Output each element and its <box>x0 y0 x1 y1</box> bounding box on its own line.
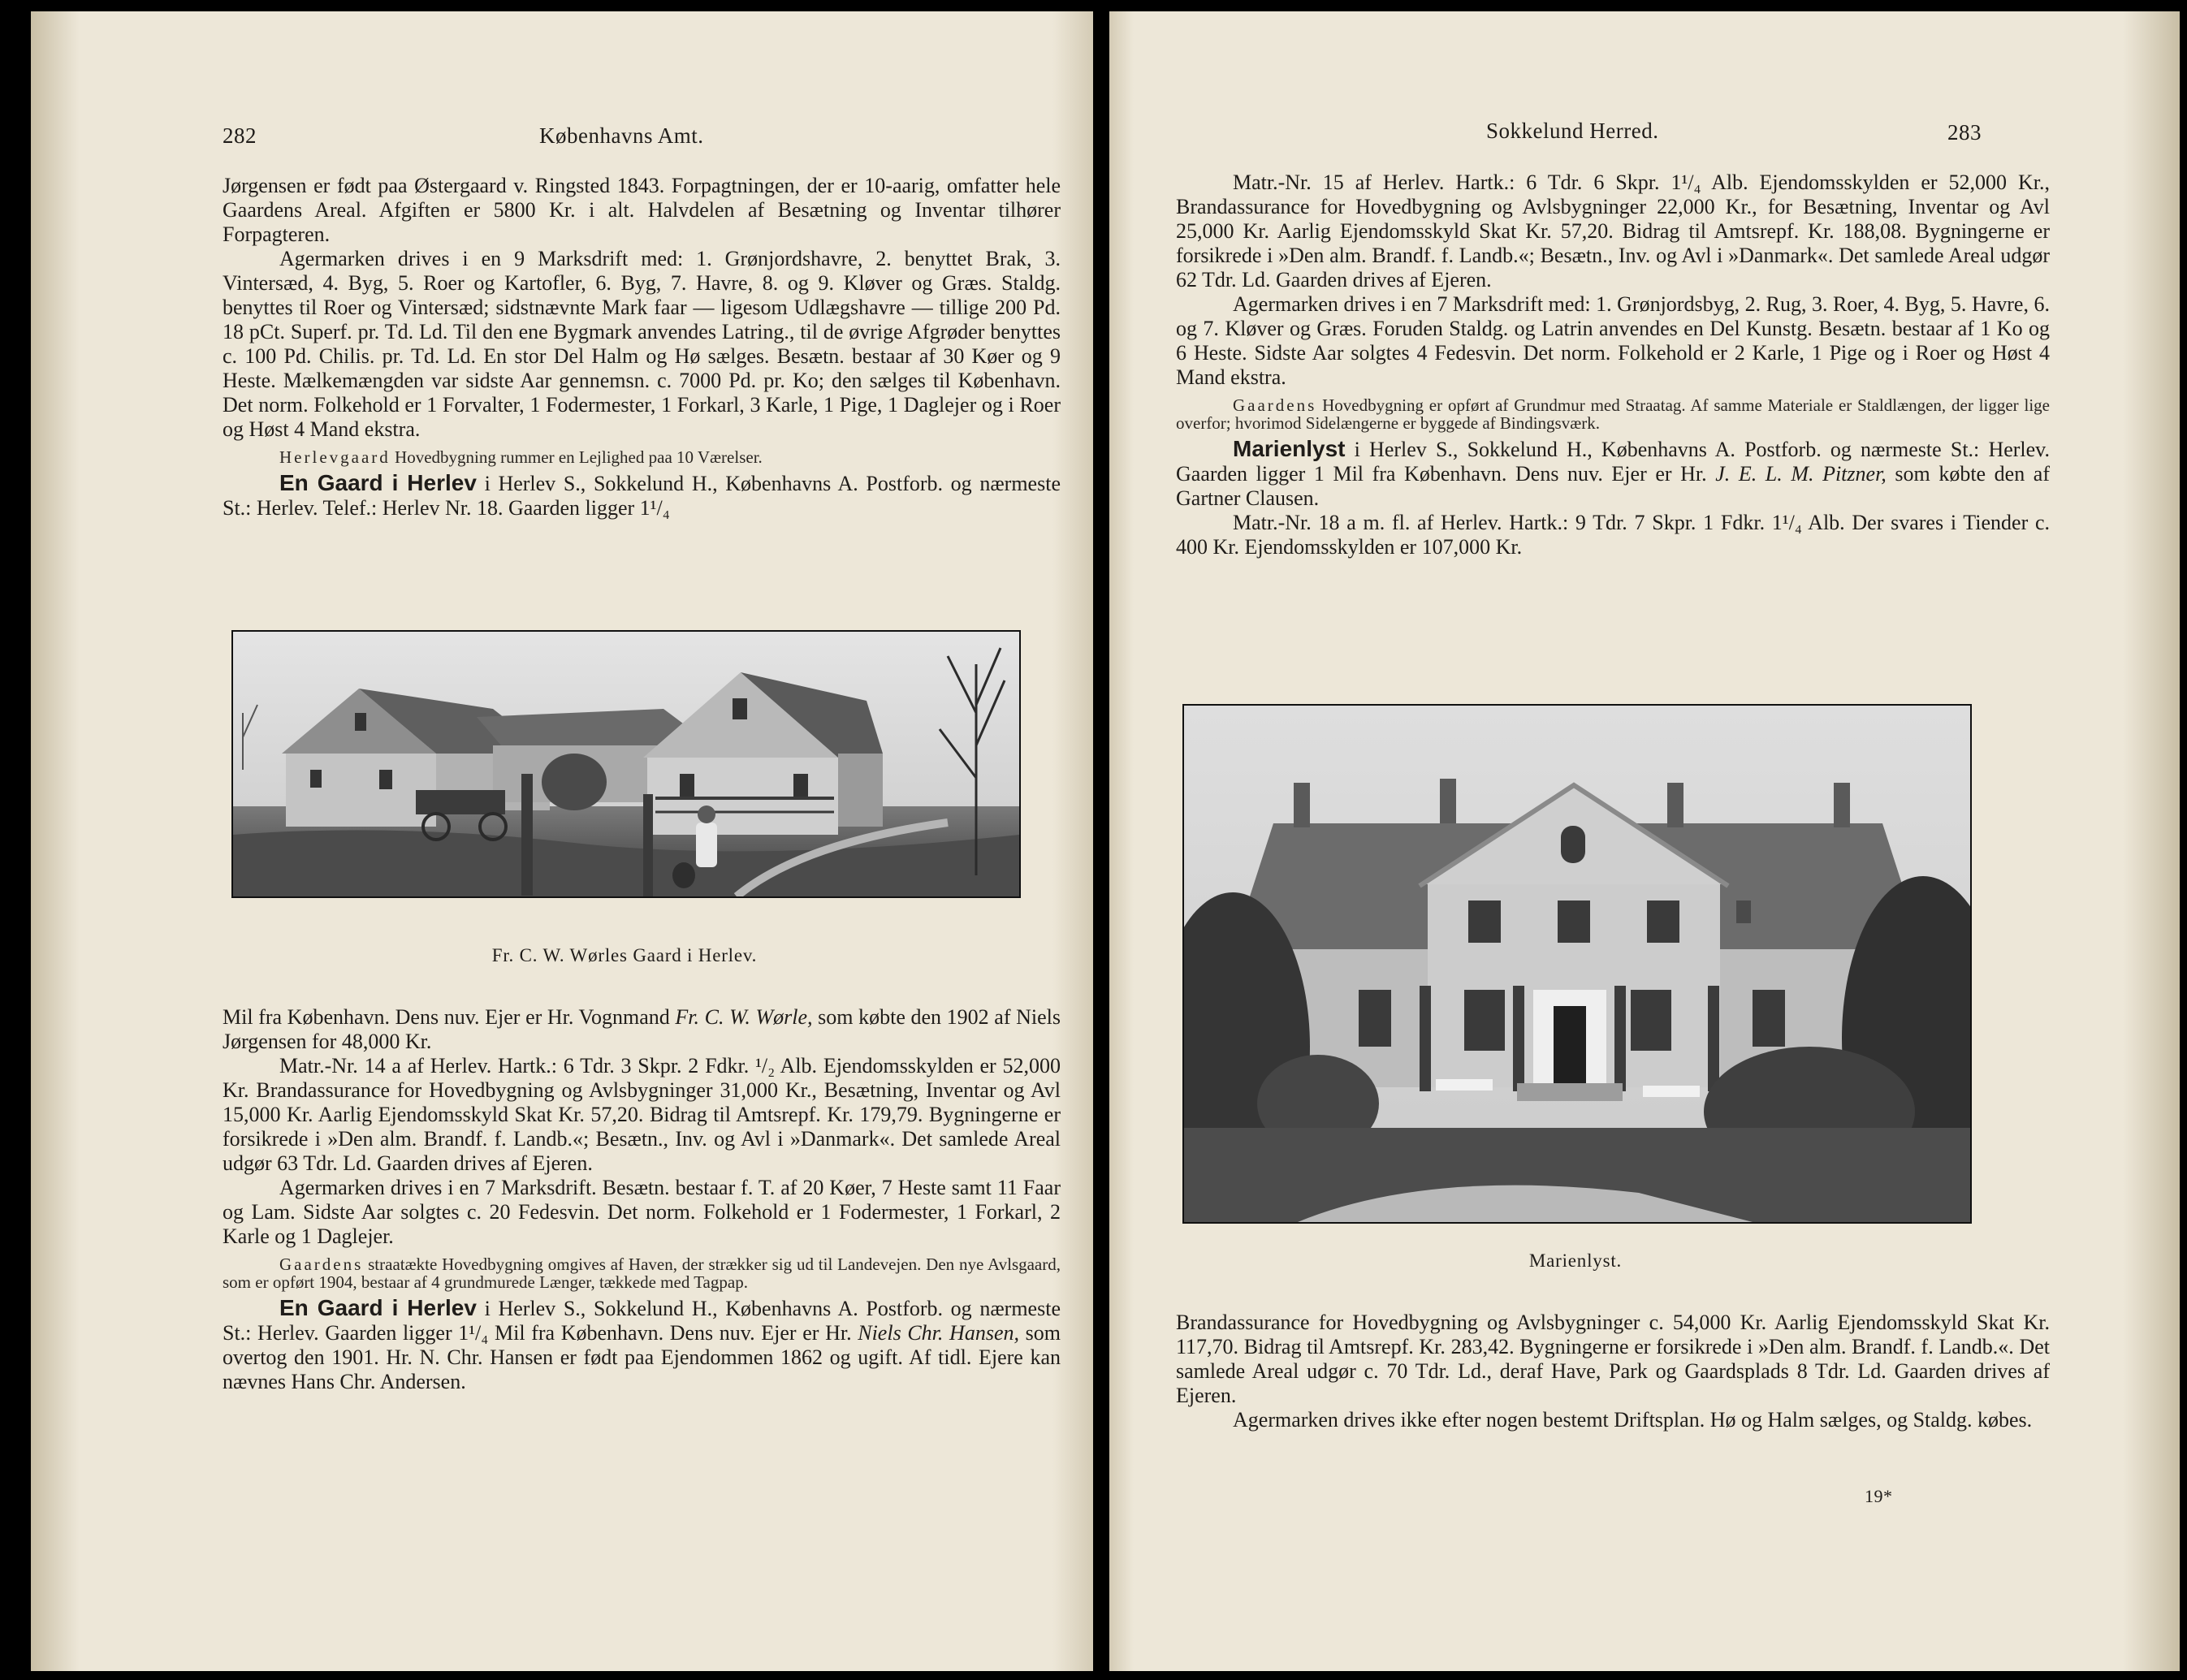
text: i Herlev S., Sokkelund H., Københavns A. Postforb. og nærmeste St.: Herlev. Gaarden ligger 1¹/₄ Mil fra København. Dens nuv. Ejer er Hr. <box>223 1297 1061 1345</box>
text: som købte den af Gartner Clausen. <box>1176 462 2051 510</box>
paragraph: Agermarken drives i en 7 Marksdrift med: 1. Grønjordsbyg, 2. Rug, 3. Roer, 4. Byg, 5. Havre, 6. og 7. Kløver og Græs. Foruden Staldg. og Latrin anvendes en Del Kunstg. Besætn. bestaar af 1 Ko og 6 Heste. Sidste Aar solgtes 4 Fedesvin. Det norm. Folkehold er 2 Karle, 1 Pige og i Roer og Høst 4 Mand ekstra. <box>1176 292 2050 389</box>
text: som købte den 1902 af Niels Jørgensen for 48,000 Kr. <box>223 1005 1061 1053</box>
owner-name: Niels Chr. Hansen, <box>858 1321 1019 1345</box>
note <box>223 1255 1061 1291</box>
text: som overtog den 1901. Hr. N. Chr. Hansen er født paa Ejendommen 1862 og ugift. Af tidl. Ejere kan nævnes Hans Chr. Andersen. <box>223 1321 1061 1393</box>
right-bottom-text <box>1176 1311 2050 1432</box>
note-text: straatækte Hovedbygning omgives af Haven, der strækker sig ud til Landevejen. Den nye Avlsgaard, som er opført 1904, bestaar af 4 grundmurede Længer, tækkede med Tagpap. <box>223 1255 1061 1292</box>
left-top-text <box>223 174 1061 520</box>
note-spaced-word: Herlevgaard <box>279 447 391 467</box>
right-page <box>1109 11 2180 1671</box>
spine-shadow <box>1109 11 1134 1671</box>
left-page <box>31 11 1093 1671</box>
entry-lead: i Herlev S., Sokkelund H., Københavns A. Postforb. og nærmeste St.: Herlev. Telef.: Herlev Nr. 18. Gaarden ligger 1¹/₄ <box>223 472 1061 520</box>
owner-name: J. E. L. M. Pitzner, <box>1715 462 1887 486</box>
signature-mark: 19* <box>1865 1486 1893 1506</box>
note <box>1176 396 2050 432</box>
manor-photo <box>1182 704 1972 1224</box>
paragraph <box>223 1005 1061 1054</box>
page-edge-shadow <box>2123 11 2180 1671</box>
page-edge-shadow <box>31 11 80 1671</box>
farm-photo <box>231 630 1021 898</box>
note <box>223 448 1061 466</box>
entry-name: En Gaard i Herlev <box>279 470 477 495</box>
text: i Herlev S., Sokkelund H., Københavns A. Postforb. og nærmeste St.: Herlev. Gaarden ligger 1 Mil fra København. Dens nuv. Ejer er Hr. <box>1176 438 2050 486</box>
note-spaced-word: Gaardens <box>1233 395 1317 415</box>
paragraph: Brandassurance for Hovedbygning og Avlsbygninger c. 54,000 Kr. Aarlig Ejendomsskyld Skat Kr. 117,70. Bidrag til Amtsrepf. Kr. 283,42. Bygningerne er forsikrede i »Den alm. Brandf. f. Landb.«. Det samlede Areal udgør c. 70 Tdr. Ld., deraf Have, Park og Gaardsplads 8 Tdr. Ld. Gaarden drives af Ejeren. <box>1176 1311 2050 1407</box>
manor-illustration <box>1184 706 1970 1222</box>
right-top-text <box>1176 171 2050 559</box>
entry-name: En Gaard i Herlev <box>279 1295 477 1320</box>
entry-name: Marienlyst <box>1233 436 1346 461</box>
paragraph: Matr.-Nr. 14 a af Herlev. Hartk.: 6 Tdr. 3 Skpr. 2 Fdkr. ¹/₂ Alb. Ejendomsskylden er 52,000 Kr. Brandassurance for Hovedbygning og Avlsbygninger 31,000 Kr., Besætning, Inventar og Avl 15,000 Kr. Aarlig Ejendomsskyld Skat Kr. 57,20. Bidrag til Amtsrepf. Kr. 179,79. Bygningerne er forsikrede i »Den alm. Brandf. f. Landb.«; Besætn., Inv. og Avl i »Danmark«. Det samlede Areal udgør 63 Tdr. Ld. Gaarden drives af Ejeren. <box>223 1054 1061 1175</box>
paragraph: Agermarken drives ikke efter nogen bestemt Driftsplan. Hø og Halm sælges, og Staldg. købes. <box>1233 1408 2033 1432</box>
paragraph: Jørgensen er født paa Østergaard v. Ringsted 1843. Forpagtningen, der er 10-aarig, omfatter hele Gaardens Areal. Afgiften er 5800 Kr. i alt. Halvdelen af Besætning og Inventar tilhører Forpagteren. <box>223 174 1061 246</box>
paragraph: Matr.-Nr. 18 a m. fl. af Herlev. Hartk.: 9 Tdr. 7 Skpr. 1 Fdkr. 1¹/₄ Alb. Der svares i Tiender c. 400 Kr. Ejendomsskylden er 107,000 Kr. <box>1176 511 2050 559</box>
note-text: Hovedbygning er opført af Grundmur med Straatag. Af samme Materiale er Staldlængen, der ligger lige overfor; hvorimod Sidelængerne er byggede af Bindingsværk. <box>1176 395 2050 433</box>
paragraph: Agermarken drives i en 7 Marksdrift. Besætn. bestaar f. T. af 20 Køer, 7 Heste samt 11 Faar og Lam. Sidste Aar solgtes c. 20 Fedesvin. Det norm. Folkehold er 1 Fodermester, 1 Forkarl, 2 Karle og 1 Daglejer. <box>223 1176 1061 1248</box>
paragraph: Matr.-Nr. 15 af Herlev. Hartk.: 6 Tdr. 6 Skpr. 1¹/₄ Alb. Ejendomsskylden er 52,000 Kr., Brandassurance for Hovedbygning og Avlsbygninger 22,000 Kr., for Besætning, Inventar og Avl 25,000 Kr. Aarlig Ejendomsskyld Skat Kr. 57,20. Bidrag til Amtsrepf. Kr. 188,08. Bygningerne er forsikrede i »Den alm. Brandf. f. Landb.«; Besætn., Inv. og Avl i »Danmark«. Det samlede Areal udgør 62 Tdr. Ld. Gaarden drives af Ejeren. <box>1176 171 2050 292</box>
running-head: Københavns Amt. <box>539 123 704 148</box>
page-number: 282 <box>223 123 257 148</box>
entry-heading <box>223 471 1061 520</box>
paragraph: Agermarken drives i en 9 Marksdrift med: 1. Grønjordshavre, 2. benyttet Brak, 3. Vintersæd, 4. Byg, 5. Roer og Kartofler, 6. Byg, 7. Havre, 8. og 9. Kløver og Græs. Staldg. benyttes til Roer og Vintersæd; sidstnævnte Mark faar — ligesom Udlægshavre — tillige 200 Pd. 18 pCt. Superf. pr. Td. Ld. Til den ene Bygmark anvendes Latring., til de øvrige Afgrøder benyttes c. 100 Pd. Chilis. pr. Td. Ld. En stor Del Halm og Hø sælges. Besætn. bestaar af 30 Køer og 9 Heste. Mælkemængden var sidste Aar gennemsn. c. 7000 Pd. pr. Ko; den sælges til København. Det norm. Folkehold er 1 Forvalter, 1 Fodermester, 1 Forkarl, 3 Karle, 1 Pige, 1 Daglejer og i Roer og Høst 4 Mand ekstra. <box>223 247 1061 441</box>
farm-illustration <box>233 632 1019 896</box>
owner-name: Fr. C. W. Wørle, <box>675 1005 813 1029</box>
running-head: Sokkelund Herred. <box>1486 119 1659 143</box>
left-bottom-text <box>223 1005 1061 1394</box>
photo-caption: Fr. C. W. Wørles Gaard i Herlev. <box>491 945 758 965</box>
entry-heading <box>223 1296 1061 1394</box>
note-spaced-word: Gaardens <box>279 1255 364 1274</box>
note-text: Hovedbygning rummer en Lejlighed paa 10 Værelser. <box>390 447 763 467</box>
photo-caption: Marienlyst. <box>1528 1250 1623 1271</box>
entry-heading <box>1176 437 2050 511</box>
page-number: 283 <box>1947 120 1982 145</box>
text: Mil fra København. Dens nuv. Ejer er Hr. Vognmand <box>223 1005 676 1029</box>
